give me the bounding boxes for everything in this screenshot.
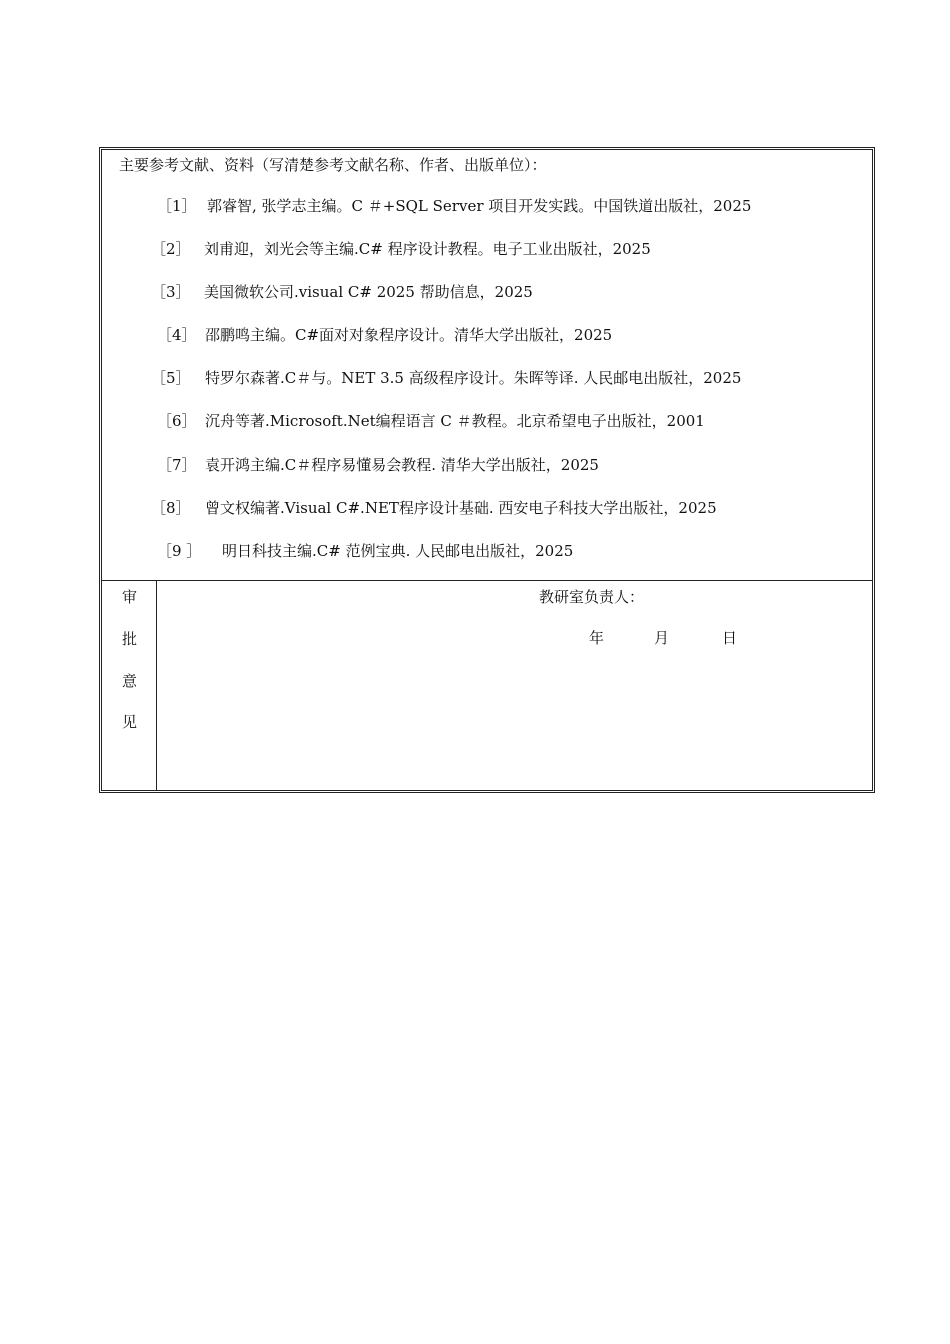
reference-number: ［8］ bbox=[151, 499, 191, 517]
reference-text: 沉舟等著.Microsoft.Net编程语言 C ＃教程。北京希望电子出版社，2001 bbox=[205, 412, 705, 430]
reference-item bbox=[157, 324, 612, 345]
reference-item bbox=[151, 497, 717, 518]
reference-number: ［1］ bbox=[157, 197, 197, 215]
reference-text: 袁开鸿主编.C＃程序易懂易会教程. 清华大学出版社，2025 bbox=[205, 456, 599, 474]
reference-number: ［5］ bbox=[151, 369, 191, 387]
reference-item bbox=[151, 281, 533, 302]
reference-text: 刘甫迎，刘光会等主编.C# 程序设计教程。电子工业出版社，2025 bbox=[204, 240, 651, 258]
date-day-label: 日 bbox=[722, 629, 738, 647]
approval-label-char: 意 bbox=[121, 672, 137, 690]
reference-number: ［4］ bbox=[157, 326, 197, 344]
reference-item bbox=[157, 540, 573, 561]
reference-text: 邵鹏鸣主编。C#面对对象程序设计。清华大学出版社，2025 bbox=[205, 326, 613, 344]
reference-number: ［2］ bbox=[151, 240, 191, 258]
form-table bbox=[99, 147, 875, 793]
references-heading: 主要参考文献、资料（写清楚参考文献名称、作者、出版单位）： bbox=[119, 156, 547, 174]
approval-label-char: 批 bbox=[121, 630, 137, 648]
approval-label-char: 审 bbox=[121, 588, 137, 606]
approval-label-char: 见 bbox=[121, 713, 137, 731]
reference-item bbox=[157, 454, 599, 475]
reference-item bbox=[157, 195, 751, 216]
reference-item bbox=[151, 367, 741, 388]
date-month-label: 月 bbox=[654, 629, 670, 647]
reference-text: 美国微软公司.visual C# 2025 帮助信息，2025 bbox=[204, 283, 533, 301]
reference-text: 特罗尔森著.C＃与。NET 3.5 高级程序设计。朱晖等译. 人民邮电出版社，2025 bbox=[205, 369, 742, 387]
approver-label: 教研室负责人： bbox=[539, 588, 645, 606]
reference-item bbox=[151, 238, 651, 259]
approval-label-column bbox=[102, 581, 157, 790]
approval-section bbox=[102, 581, 872, 790]
reference-item bbox=[157, 410, 705, 431]
reference-text: 明日科技主编.C# 范例宝典. 人民邮电出版社，2025 bbox=[222, 542, 574, 560]
reference-number: ［7］ bbox=[157, 456, 197, 474]
reference-number: ［6］ bbox=[157, 412, 197, 430]
reference-text: 郭睿智, 张学志主编。C ＃+SQL Server 项目开发实践。中国铁道出版社，2025 bbox=[207, 197, 752, 215]
references-section bbox=[102, 150, 872, 581]
reference-text: 曾文权编著.Visual C#.NET程序设计基础. 西安电子科技大学出版社，2025 bbox=[205, 499, 717, 517]
approval-content bbox=[157, 581, 872, 790]
reference-number: ［9 ］ bbox=[157, 542, 202, 560]
date-year-label: 年 bbox=[589, 629, 605, 647]
reference-number: ［3］ bbox=[151, 283, 191, 301]
